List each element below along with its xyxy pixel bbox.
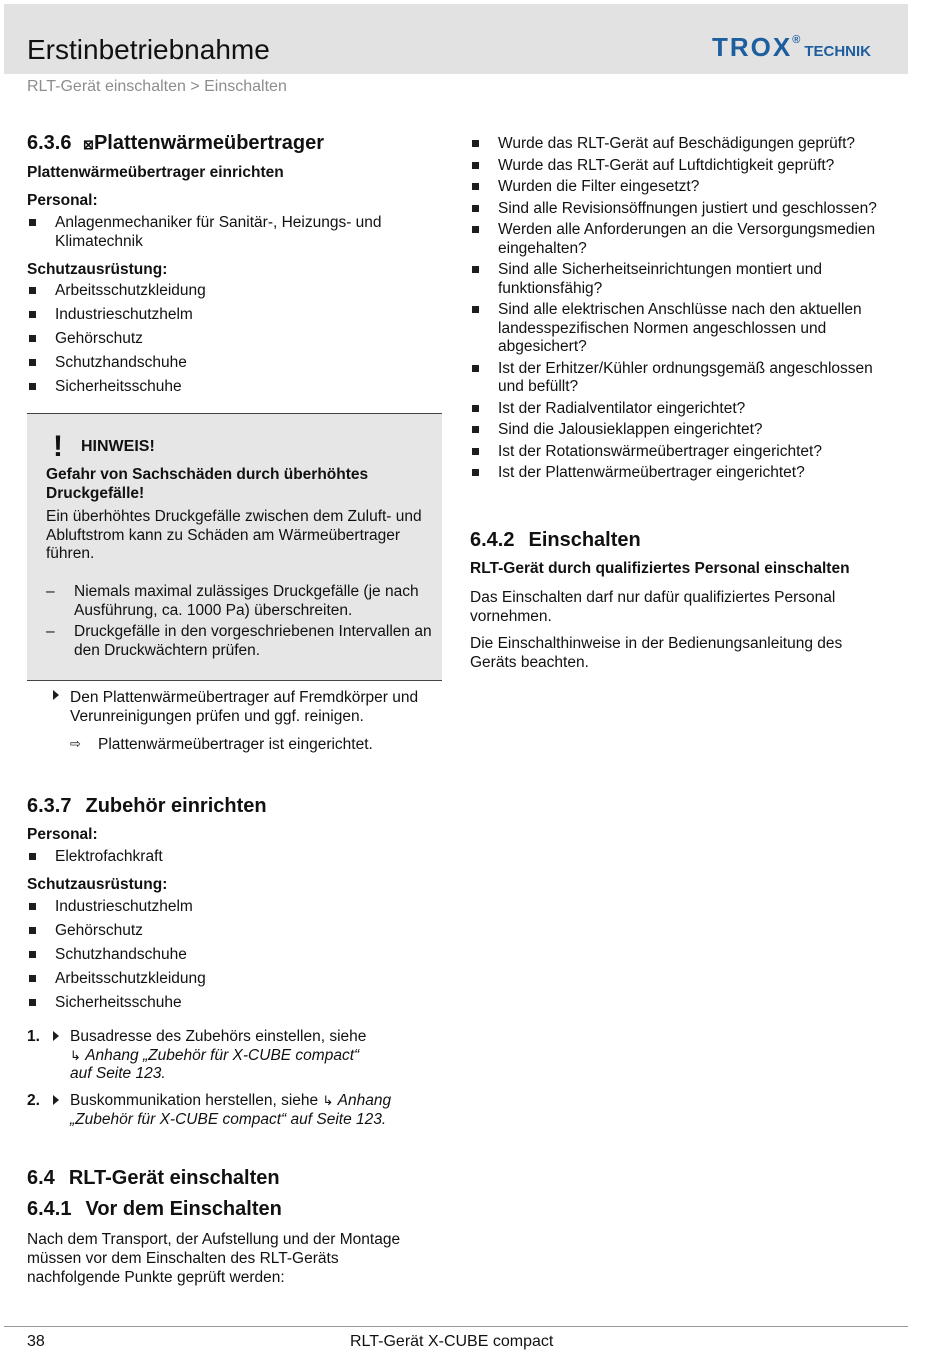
section-642-subtitle: RLT-Gerät durch qualifiziertes Personal einschalten: [470, 560, 850, 577]
section-642-para: Das Einschalten darf nur dafür qualifiziertes Personal vornehmen.: [470, 589, 836, 625]
step-number: 1.: [27, 1028, 40, 1045]
reference-link[interactable]: Anhang: [337, 1092, 392, 1109]
checklist-item: Ist der Rotationswärmeübertrager eingerichtet?: [470, 443, 888, 462]
list-item: Arbeitsschutzkleidung: [27, 282, 442, 301]
section-641-text: Nach dem Transport, der Aufstellung und der Montage müssen vor dem Einschalten des RLT-Geräts nachfolgende Punkte geprüft werden:: [27, 1231, 401, 1286]
checklist-item: Ist der Erhitzer/Kühler ordnungsgemäß angeschlossen und befüllt?: [470, 360, 888, 397]
pre-start-checklist: [470, 135, 888, 486]
checklist-item: Ist der Plattenwärmeübertrager eingerichtet?: [470, 464, 888, 483]
notice-label: HINWEIS!: [81, 438, 155, 455]
list-item: Elektrofachkraft: [27, 848, 442, 867]
breadcrumb: RLT-Gerät einschalten > Einschalten: [27, 78, 287, 95]
list-item: Industrieschutzhelm: [27, 306, 442, 325]
list-item: Industrieschutzhelm: [27, 898, 442, 917]
checklist-item: Wurde das RLT-Gerät auf Beschädigungen geprüft?: [470, 135, 888, 154]
list-item: Schutzhandschuhe: [27, 354, 442, 373]
notice-heading: Gefahr von Sachschäden durch überhöhtes Druckgefälle!: [46, 466, 369, 502]
page-header: [4, 4, 908, 74]
trox-logo: TROX®TECHNIK: [712, 32, 872, 62]
reference-arrow-icon: ↳: [322, 1093, 334, 1108]
checklist-item: Werden alle Anforderungen an die Versorgungsmedien eingehalten?: [470, 221, 888, 258]
section-637-heading: 6.3.7 Zubehör einrichten: [27, 795, 267, 817]
page-number: 38: [27, 1333, 45, 1350]
step-text: Den Plattenwärmeübertrager auf Fremdkörper und Verunreinigungen prüfen und ggf. reinigen.: [70, 689, 419, 725]
step-arrow-icon: [53, 1031, 59, 1041]
step-1-text: Busadresse des Zubehörs einstellen, siehe ↳ Anhang „Zubehör für X-CUBE compact“ auf Seite 123.: [70, 1028, 367, 1082]
checklist-item: Ist der Radialventilator eingerichtet?: [470, 400, 888, 419]
protective-gear-label: Schutzausrüstung:: [27, 261, 168, 278]
checklist-item: Sind die Jalousieklappen eingerichtet?: [470, 421, 888, 440]
section-636-heading: 6.3.6 ⊠Plattenwärmeübertrager: [27, 132, 325, 154]
personal-label: Personal:: [27, 192, 98, 209]
step-arrow-icon: [53, 1095, 59, 1105]
list-item: Gehörschutz: [27, 330, 442, 349]
protective-gear-list: [27, 282, 442, 397]
notice-text: Ein überhöhtes Druckgefälle zwischen dem Zuluft- und Abluftstrom kann zu Schäden am Wärmeübertrager führen.: [46, 508, 422, 562]
reference-link[interactable]: Anhang „Zubehör für X-CUBE compact“: [85, 1046, 360, 1064]
protective-gear-list: [27, 898, 442, 1013]
list-item: Arbeitsschutzkleidung: [27, 970, 442, 989]
checklist-item: Sind alle Revisionsöffnungen justiert und geschlossen?: [470, 200, 888, 219]
checklist-item: Sind alle Sicherheitseinrichtungen montiert und funktionsfähig?: [470, 261, 888, 298]
list-item: Anlagenmechaniker für Sanitär-, Heizungs- und Klimatechnik: [27, 214, 437, 251]
personal-list: [27, 214, 437, 257]
step-2-text: Buskommunikation herstellen, siehe ↳ Anhang „Zubehör für X-CUBE compact“ auf Seite 123.: [70, 1092, 392, 1128]
section-641-heading: 6.4.1 Vor dem Einschalten: [27, 1198, 282, 1220]
step-number: 2.: [27, 1092, 40, 1109]
chapter-title: Erstinbetriebnahme: [27, 34, 270, 65]
result-text: Plattenwärmeübertrager ist eingerichtet.: [98, 736, 373, 753]
result-arrow-icon: ⇨: [70, 736, 81, 751]
personal-list: [27, 848, 442, 867]
section-64-heading: 6.4 RLT-Gerät einschalten: [27, 1167, 280, 1189]
personal-label: Personal:: [27, 826, 98, 843]
footer-divider: [4, 1326, 908, 1327]
heat-exchanger-icon: ⊠: [83, 137, 94, 152]
list-item: Schutzhandschuhe: [27, 946, 442, 965]
notice-item: – Druckgefälle in den vorgeschriebenen Intervallen an den Druckwächtern prüfen.: [46, 623, 459, 660]
list-item: Sicherheitsschuhe: [27, 994, 442, 1013]
checklist-item: Sind alle elektrischen Anschlüsse nach den aktuellen landesspezifischen Normen angeschlossen und abgesichert?: [470, 301, 888, 357]
checklist-item: Wurde das RLT-Gerät auf Luftdichtigkeit geprüft?: [470, 157, 888, 176]
protective-gear-label: Schutzausrüstung:: [27, 876, 168, 893]
exclamation-icon: !: [53, 430, 63, 463]
step-arrow-icon: [53, 690, 59, 700]
section-636-subtitle: Plattenwärmeübertrager einrichten: [27, 164, 284, 181]
notice-box: [27, 413, 442, 681]
checklist-item: Wurden die Filter eingesetzt?: [470, 178, 888, 197]
list-item: Sicherheitsschuhe: [27, 378, 442, 397]
reference-page[interactable]: auf Seite 123.: [70, 1065, 166, 1082]
section-642-heading: 6.4.2 Einschalten: [470, 529, 641, 551]
document-title: RLT-Gerät X-CUBE compact: [350, 1333, 554, 1350]
reference-page[interactable]: „Zubehör für X-CUBE compact“ auf Seite 123.: [70, 1110, 387, 1128]
notice-item: – Niemals maximal zulässiges Druckgefälle (je nach Ausführung, ca. 1000 Pa) überschreiten.: [46, 583, 459, 620]
list-item: Gehörschutz: [27, 922, 442, 941]
reference-arrow-icon: ↳: [70, 1047, 81, 1063]
section-642-para: Die Einschalthinweise in der Bedienungsanleitung des Geräts beachten.: [470, 635, 843, 671]
